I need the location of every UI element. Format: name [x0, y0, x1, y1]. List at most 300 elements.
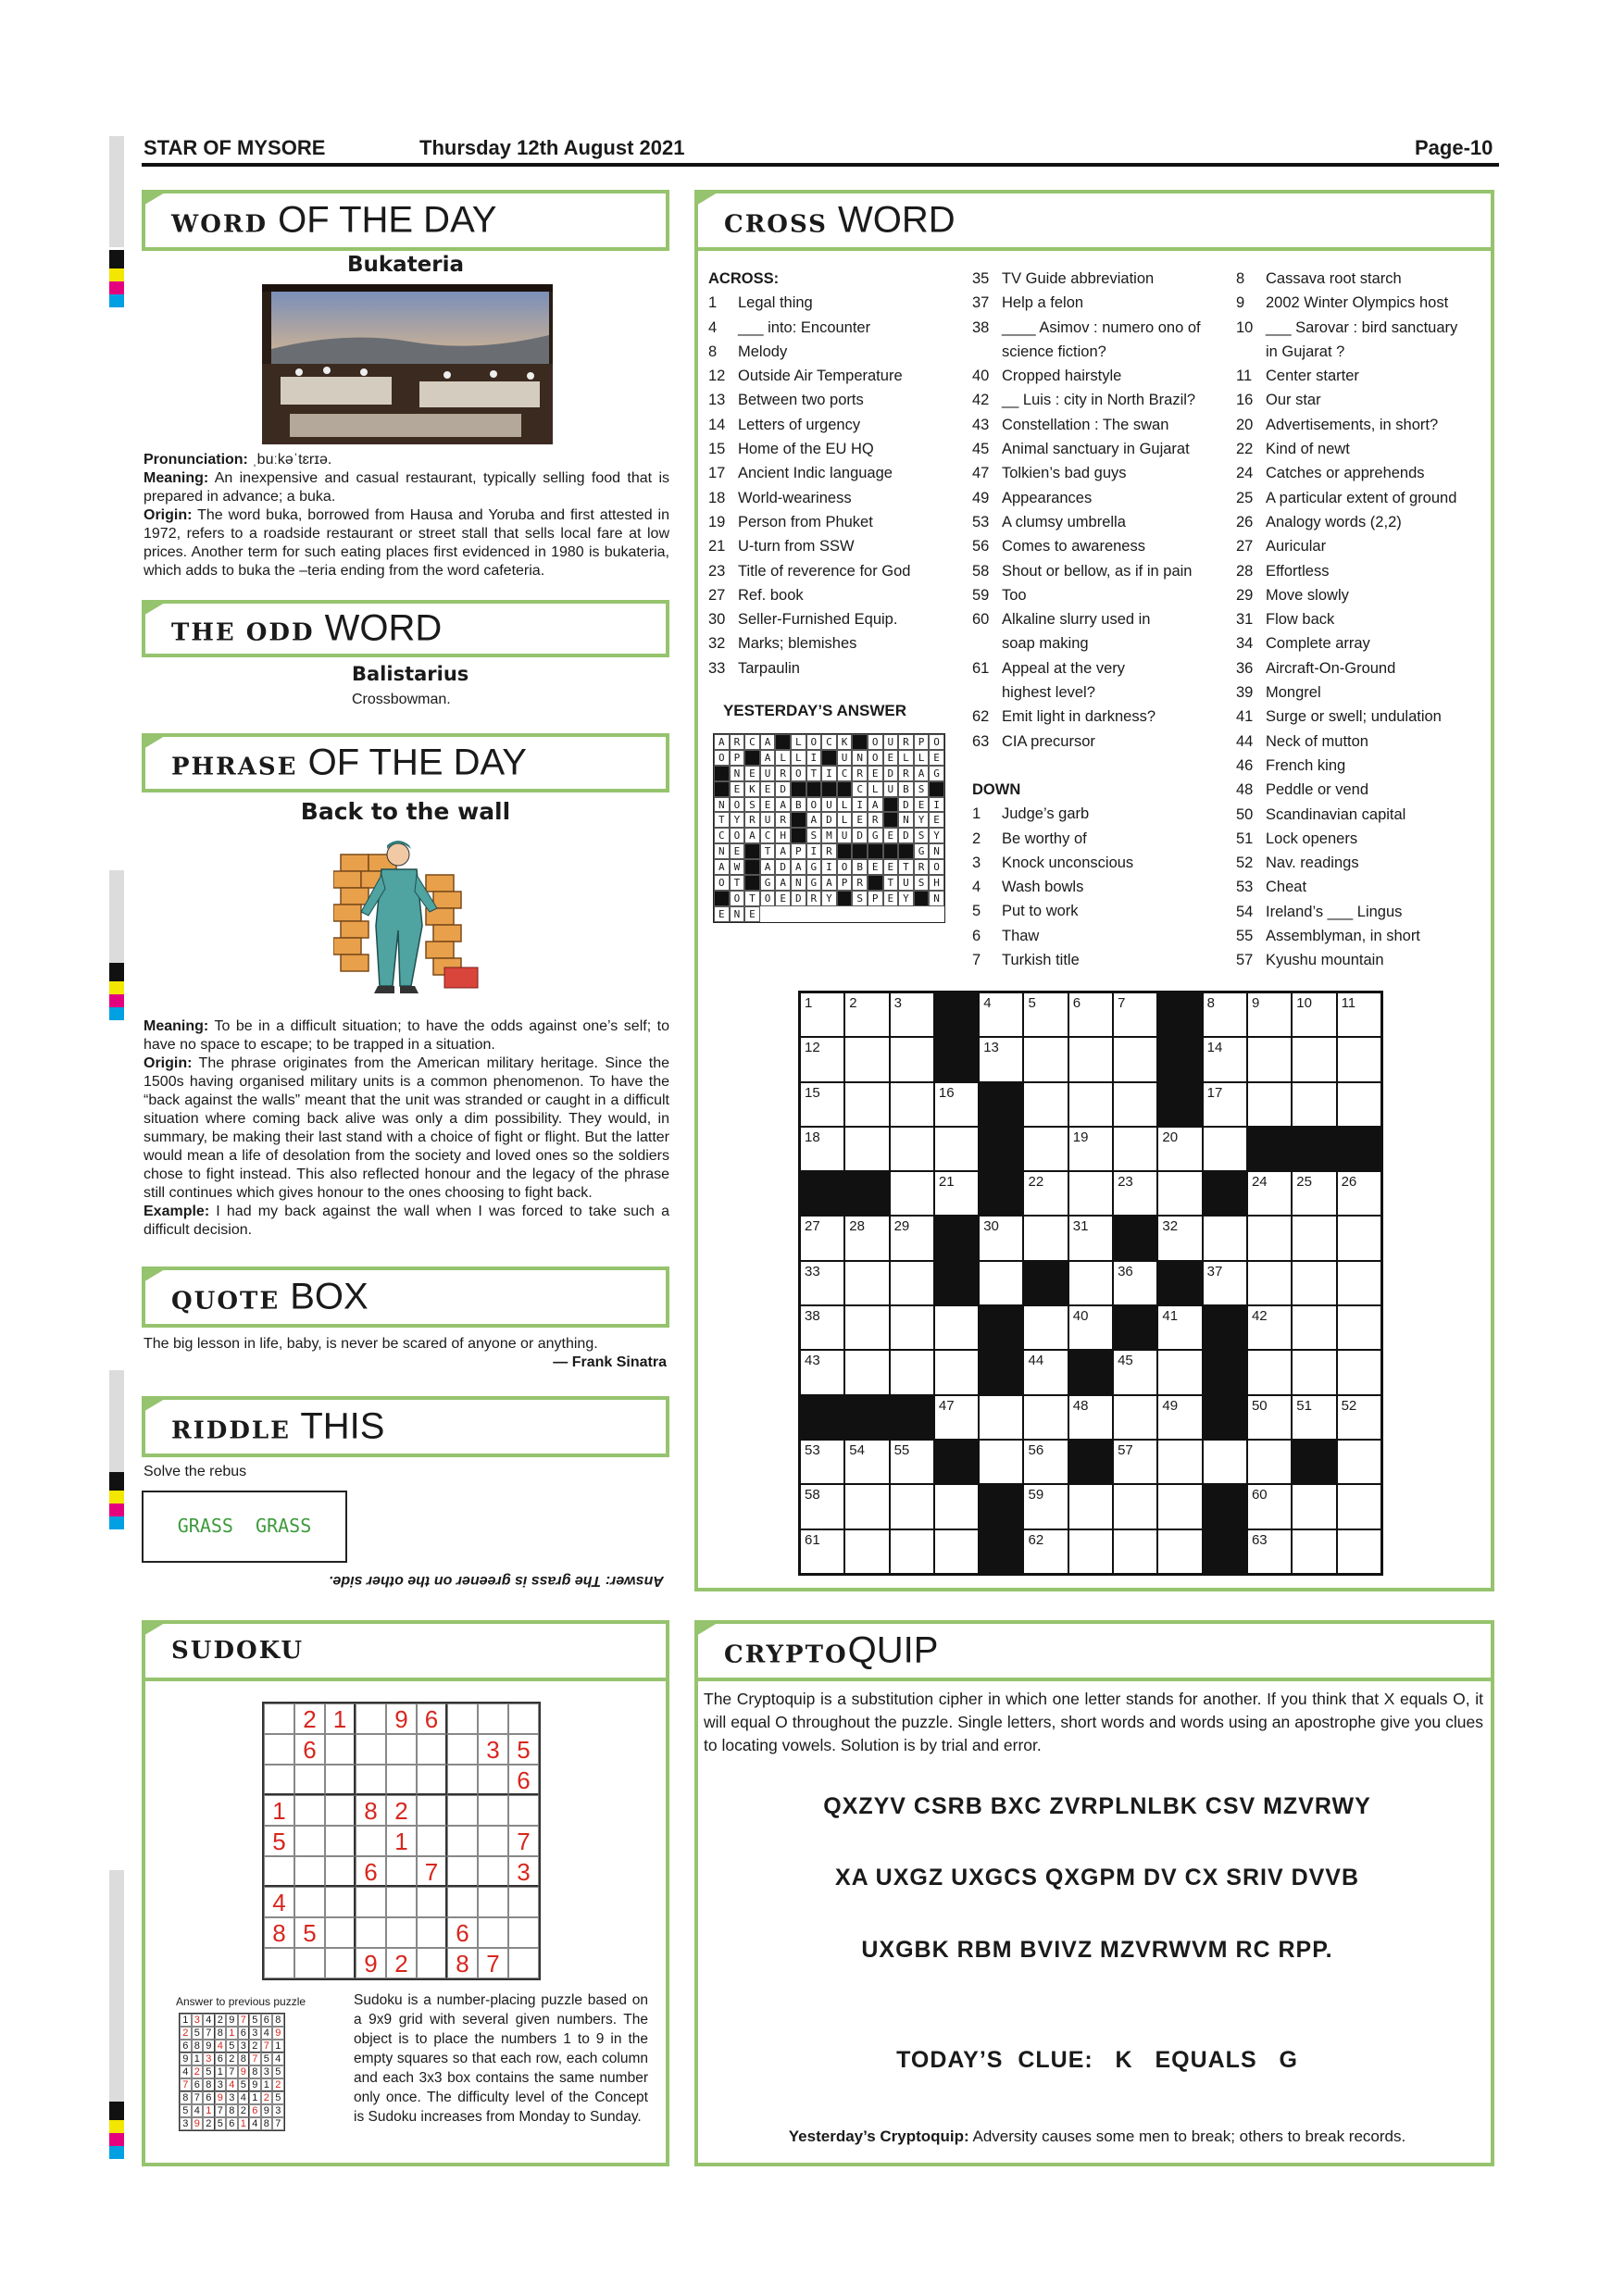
crossword-cell[interactable]: 17	[1203, 1082, 1247, 1127]
answer-cell: C	[821, 734, 837, 750]
answer-cell	[806, 781, 822, 797]
crossword-cell[interactable]: 51	[1292, 1395, 1336, 1440]
crossword-cell[interactable]	[979, 1261, 1023, 1305]
crossword-cell[interactable]	[844, 1082, 889, 1127]
crossword-cell	[979, 1305, 1023, 1350]
crossword-cell[interactable]	[1023, 1127, 1068, 1171]
sudoku-cell[interactable]	[356, 1765, 386, 1795]
answer-cell	[791, 828, 806, 843]
crossword-cell[interactable]	[979, 1395, 1023, 1440]
answer-cell: P	[791, 843, 806, 859]
crossword-cell[interactable]: 30	[979, 1216, 1023, 1260]
crossword-cell[interactable]: 54	[844, 1440, 889, 1484]
sudoku-cell[interactable]	[447, 1795, 478, 1826]
answer-cell: O	[730, 891, 745, 906]
crossword-cell[interactable]: 38	[800, 1305, 844, 1350]
crossword-cell[interactable]: 2	[844, 992, 889, 1037]
answer-cell: N	[714, 843, 730, 859]
crossword-cell[interactable]: 25	[1292, 1171, 1336, 1216]
crossword-cell[interactable]	[890, 1171, 934, 1216]
sudoku-cell[interactable]	[417, 1917, 447, 1948]
sudoku-cell[interactable]	[478, 1917, 508, 1948]
sudoku-cell: 9	[203, 2040, 215, 2053]
clue-number: 48	[1236, 781, 1254, 799]
clue	[1236, 730, 1491, 754]
sudoku-cell[interactable]	[478, 1856, 508, 1887]
sudoku-cell: 1	[180, 2014, 192, 2027]
sudoku-cell[interactable]	[417, 1948, 447, 1978]
crossword-cell[interactable]: 50	[1247, 1395, 1292, 1440]
clue	[972, 364, 1222, 388]
clue-text: Outside Air Temperature	[738, 368, 903, 385]
sudoku-cell: 8	[356, 1795, 386, 1826]
sudoku-cell[interactable]	[325, 1856, 356, 1887]
sudoku-cell[interactable]	[417, 1795, 447, 1826]
answer-cell: A	[760, 734, 776, 750]
crossword-cell[interactable]	[1247, 1440, 1292, 1484]
crossword-cell[interactable]: 37	[1203, 1261, 1247, 1305]
crossword-cell[interactable]: 42	[1247, 1305, 1292, 1350]
sudoku-cell: 6	[356, 1856, 386, 1887]
clues-column-1	[708, 267, 963, 723]
crossword-cell[interactable]: 33	[800, 1261, 844, 1305]
crossword-cell[interactable]: 10	[1292, 992, 1336, 1037]
crossword-cell[interactable]	[934, 1484, 979, 1529]
crossword-cell[interactable]: 11	[1337, 992, 1381, 1037]
sudoku-cell[interactable]	[447, 1887, 478, 1917]
rebus-text: GRASS GRASS	[177, 1515, 312, 1537]
clue-number: 27	[708, 586, 726, 604]
sudoku-cell[interactable]	[508, 1917, 539, 1948]
answer-cell: S	[806, 828, 822, 843]
clue	[1236, 583, 1491, 607]
sudoku-cell: 5	[215, 2117, 227, 2130]
answer-cell: C	[714, 828, 730, 843]
sudoku-cell[interactable]	[386, 1917, 417, 1948]
sudoku-cell[interactable]	[264, 1856, 294, 1887]
answer-cell	[883, 843, 899, 859]
answer-cell: B	[791, 797, 806, 813]
crossword-cell[interactable]	[1247, 1082, 1292, 1127]
crossword-cell[interactable]	[1292, 1037, 1336, 1081]
odd-word-meaning: Crossbowman.	[352, 692, 451, 707]
crossword-cell[interactable]: 36	[1113, 1261, 1157, 1305]
crossword-cell[interactable]: 55	[890, 1440, 934, 1484]
clue-number: 14	[708, 416, 726, 433]
crossword-cell[interactable]	[1247, 1350, 1292, 1394]
sudoku-cell[interactable]	[447, 1826, 478, 1856]
crossword-cell[interactable]: 57	[1113, 1440, 1157, 1484]
crossword-cell[interactable]	[1337, 1350, 1381, 1394]
clue	[972, 607, 1222, 631]
crossword-cell[interactable]	[1023, 1395, 1068, 1440]
crossword-cell[interactable]	[1157, 1350, 1202, 1394]
section-title: QUOTE BOX	[171, 1276, 369, 1317]
sudoku-cell: 1	[226, 2027, 238, 2040]
corner-marker	[142, 733, 169, 750]
crossword-cell[interactable]	[1247, 1216, 1292, 1260]
crossword-cell[interactable]: 4	[979, 992, 1023, 1037]
crossword-cell[interactable]	[1113, 1082, 1157, 1127]
crossword-cell[interactable]	[844, 1529, 889, 1574]
crossword-cell[interactable]	[1337, 1037, 1381, 1081]
crossword-cell[interactable]: 63	[1247, 1529, 1292, 1574]
crossword-cell[interactable]: 16	[934, 1082, 979, 1127]
crossword-cell[interactable]	[1292, 1216, 1336, 1260]
sudoku-cell[interactable]	[447, 1734, 478, 1765]
sudoku-cell: 3	[249, 2027, 261, 2040]
crossword-cell[interactable]	[890, 1305, 934, 1350]
answer-cell: D	[821, 812, 837, 828]
clue-number: 43	[972, 416, 990, 433]
crossword-cell	[1157, 992, 1202, 1037]
crossword-cell[interactable]	[1337, 1216, 1381, 1260]
crossword-cell[interactable]	[1113, 1127, 1157, 1171]
answer-cell: E	[868, 766, 883, 781]
crossword-cell[interactable]	[1113, 1484, 1157, 1529]
crossword-cell[interactable]: 31	[1068, 1216, 1113, 1260]
answer-cell: O	[837, 859, 853, 875]
sudoku-cell[interactable]	[508, 1948, 539, 1978]
riddle-prompt: Solve the rebus	[144, 1464, 247, 1479]
sudoku-cell: 8	[192, 2040, 204, 2053]
crossword-cell[interactable]: 3	[890, 992, 934, 1037]
crossword-cell[interactable]	[1292, 1261, 1336, 1305]
sudoku-cell[interactable]	[386, 1765, 417, 1795]
crossword-cell	[1203, 1395, 1247, 1440]
sudoku-cell[interactable]	[478, 1795, 508, 1826]
sudoku-cell: 5	[192, 2027, 204, 2040]
crossword-cell[interactable]	[1247, 1261, 1292, 1305]
crossword-cell[interactable]	[1113, 1395, 1157, 1440]
crossword-cell[interactable]	[979, 1440, 1023, 1484]
crossword-cell[interactable]	[1068, 1037, 1113, 1081]
crossword-cell[interactable]: 40	[1068, 1305, 1113, 1350]
crossword-cell[interactable]	[1203, 1440, 1247, 1484]
crossword-cell[interactable]: 27	[800, 1216, 844, 1260]
crossword-cell[interactable]: 15	[800, 1082, 844, 1127]
sudoku-cell[interactable]	[294, 1948, 325, 1978]
sudoku-cell[interactable]	[294, 1856, 325, 1887]
clue-number: 29	[1236, 586, 1254, 604]
crossword-cell[interactable]	[1157, 1440, 1202, 1484]
sudoku-cell[interactable]	[417, 1826, 447, 1856]
clue	[972, 267, 1222, 291]
crossword-cell[interactable]: 60	[1247, 1484, 1292, 1529]
crossword-cell[interactable]	[1023, 1305, 1068, 1350]
crossword-cell	[1203, 1484, 1247, 1529]
crossword-cell[interactable]	[1157, 1484, 1202, 1529]
crossword-cell[interactable]	[890, 1127, 934, 1171]
sudoku-cell[interactable]	[264, 1765, 294, 1795]
sudoku-cell[interactable]	[325, 1795, 356, 1826]
crossword-cell[interactable]: 20	[1157, 1127, 1202, 1171]
crossword-cell[interactable]	[934, 1350, 979, 1394]
clue-number: 3	[972, 854, 981, 871]
sudoku-cell: 2	[386, 1948, 417, 1978]
crossword-cell	[979, 1082, 1023, 1127]
answer-cell: G	[760, 875, 776, 891]
color-mark	[109, 294, 124, 307]
clue-text: Appeal at the very	[1002, 659, 1125, 677]
sudoku-cell[interactable]	[325, 1765, 356, 1795]
crossword-cell	[1247, 1127, 1292, 1171]
crossword-cell[interactable]: 58	[800, 1484, 844, 1529]
sudoku-cell[interactable]	[386, 1856, 417, 1887]
paper-name: STAR OF MYSORE	[144, 136, 326, 159]
crossword-cell[interactable]	[1113, 1529, 1157, 1574]
crossword-cell[interactable]: 5	[1023, 992, 1068, 1037]
riddle-header	[142, 1396, 669, 1457]
sudoku-cell[interactable]	[478, 1703, 508, 1734]
sudoku-cell: 1	[238, 2117, 250, 2130]
crossword-cell[interactable]	[844, 1261, 889, 1305]
sudoku-cell[interactable]	[508, 1703, 539, 1734]
sudoku-cell[interactable]	[264, 1703, 294, 1734]
answer-cell: L	[837, 812, 853, 828]
clue-number: 11	[1236, 368, 1253, 385]
answer-cell: L	[775, 750, 791, 766]
clue-text: Flow back	[1266, 611, 1335, 629]
crossword-cell[interactable]: 8	[1203, 992, 1247, 1037]
crossword-cell[interactable]	[1337, 1261, 1381, 1305]
clue-number: 25	[1236, 489, 1254, 506]
clue-text: Our star	[1266, 392, 1321, 409]
sudoku-cell[interactable]	[417, 1765, 447, 1795]
crossword-cell[interactable]	[1023, 1037, 1068, 1081]
crossword-cell[interactable]: 32	[1157, 1216, 1202, 1260]
sudoku-cell[interactable]	[294, 1887, 325, 1917]
crossword-cell[interactable]	[1068, 1484, 1113, 1529]
sudoku-cell[interactable]	[356, 1917, 386, 1948]
answer-cell	[821, 781, 837, 797]
sudoku-cell[interactable]	[294, 1826, 325, 1856]
crossword-cell	[844, 1171, 889, 1216]
crossword-cell[interactable]	[1337, 1305, 1381, 1350]
sudoku-cell[interactable]	[478, 1887, 508, 1917]
sudoku-cell: 3	[203, 2053, 215, 2065]
sudoku-cell[interactable]	[508, 1795, 539, 1826]
crossword-cell	[1068, 1350, 1113, 1394]
answer-cell: T	[714, 812, 730, 828]
word-of-day-text: Pronunciation: ˌbuːkəˈtɛrɪə. Meaning: An inexpensive and casual restaurant, typically selling food that is prepared in advance; a buka. Origin: The word buka, borrowed from Hausa and Yoruba and first attested in 1972, refers to a roadside restaurant or street stall that sells local fare at low prices. Another term for such eating places first evidenced in 1980 is bukateria, which adds to buka the –teria ending from the word cafeteria.	[144, 452, 670, 579]
sudoku-cell[interactable]	[417, 1887, 447, 1917]
crossword-cell[interactable]: 61	[800, 1529, 844, 1574]
clue	[708, 291, 963, 315]
crossword-cell[interactable]	[1157, 1171, 1202, 1216]
clue-text: in Gujarat ?	[1266, 343, 1345, 360]
sudoku-cell[interactable]	[356, 1887, 386, 1917]
crossword-cell[interactable]: 56	[1023, 1440, 1068, 1484]
color-mark	[109, 1516, 124, 1529]
sudoku-cell[interactable]	[356, 1734, 386, 1765]
answer-cell: O	[730, 797, 745, 813]
sudoku-cell: 9	[356, 1948, 386, 1978]
crossword-cell[interactable]	[1337, 1082, 1381, 1127]
sudoku-cell[interactable]	[447, 1856, 478, 1887]
color-mark	[109, 1491, 124, 1504]
crossword-cell	[979, 1171, 1023, 1216]
answer-cell: O	[868, 734, 883, 750]
crossword-cell[interactable]: 45	[1113, 1350, 1157, 1394]
crossword-cell[interactable]: 29	[890, 1216, 934, 1260]
crossword-cell[interactable]	[890, 1037, 934, 1081]
sudoku-cell[interactable]	[386, 1887, 417, 1917]
crossword-cell[interactable]: 13	[979, 1037, 1023, 1081]
sudoku-cell: 9	[226, 2014, 238, 2027]
crossword-cell[interactable]	[890, 1261, 934, 1305]
crossword-cell[interactable]	[1292, 1484, 1336, 1529]
crossword-cell	[1337, 1127, 1381, 1171]
answer-cell: R	[806, 891, 822, 906]
crossword-cell[interactable]	[1068, 1171, 1113, 1216]
clue-number: 56	[972, 538, 990, 555]
sudoku-cell[interactable]	[294, 1765, 325, 1795]
crossword-cell[interactable]: 41	[1157, 1305, 1202, 1350]
crossword-cell[interactable]	[934, 1529, 979, 1574]
answer-cell: U	[837, 750, 853, 766]
sudoku-cell[interactable]	[447, 1703, 478, 1734]
crossword-cell[interactable]	[890, 1484, 934, 1529]
sudoku-cell[interactable]	[417, 1734, 447, 1765]
clue-number: 15	[708, 441, 726, 458]
crossword-cell[interactable]	[1337, 1440, 1381, 1484]
crossword-cell[interactable]	[1068, 1082, 1113, 1127]
answer-cell: D	[775, 781, 791, 797]
crossword-cell[interactable]	[890, 1082, 934, 1127]
crossword-cell[interactable]	[844, 1350, 889, 1394]
crossword-cell[interactable]	[1023, 1082, 1068, 1127]
sudoku-cell[interactable]	[325, 1826, 356, 1856]
phrase-body: Meaning: To be in a difficult situation; to have the odds against one’s self; to have no space to escape; to be trapped in a situation. Origin: The phrase originates from the American military heritage. Since the 1500s having organised military units is a common phenomenon. To have the “back against the walls” meant that the unit was stranded or caught in a difficult situation where coming back alive was only a dim possibility. They would, in summary, be making their last stand with a choice of fight or flight. But the latter would mean a life of desolation from the society and loved ones so the soldiers chose to fight instead. This also reflected honour and the legacy of the phrase still continues which gives honour to the ones choosing to fight back. Example: I had my back against the wall when I was forced to take such a difficult decision.	[144, 1018, 670, 1238]
crossword-cell[interactable]: 43	[800, 1350, 844, 1394]
sudoku-cell[interactable]	[508, 1887, 539, 1917]
sudoku-cell[interactable]	[325, 1734, 356, 1765]
clue	[708, 364, 963, 388]
odd-word: Balistarius	[352, 663, 469, 685]
crossword-cell[interactable]: 53	[800, 1440, 844, 1484]
clue-number	[1236, 340, 1266, 364]
crossword-cell[interactable]: 52	[1337, 1395, 1381, 1440]
clue-number: 31	[1236, 611, 1254, 629]
crossword-cell[interactable]: 14	[1203, 1037, 1247, 1081]
answer-cell: N	[852, 750, 868, 766]
answer-cell: N	[730, 906, 745, 922]
crossword-cell[interactable]: 24	[1247, 1171, 1292, 1216]
crossword-cell[interactable]	[844, 1127, 889, 1171]
crossword-cell[interactable]: 12	[800, 1037, 844, 1081]
crossword-cell[interactable]	[844, 1037, 889, 1081]
crossword-cell[interactable]: 26	[1337, 1171, 1381, 1216]
answer-cell: N	[791, 875, 806, 891]
sudoku-cell[interactable]	[264, 1948, 294, 1978]
crossword-cell[interactable]: 59	[1023, 1484, 1068, 1529]
clue-text: Ireland’s ___ Lingus	[1266, 903, 1403, 920]
crossword-cell[interactable]: 1	[800, 992, 844, 1037]
crossword-cell[interactable]	[934, 1305, 979, 1350]
color-mark	[109, 1007, 124, 1020]
crossword-cell[interactable]: 22	[1023, 1171, 1068, 1216]
crossword-cell[interactable]: 44	[1023, 1350, 1068, 1394]
crossword-cell[interactable]	[844, 1484, 889, 1529]
sudoku-cell[interactable]	[356, 1703, 386, 1734]
crossword-cell[interactable]	[844, 1305, 889, 1350]
crossword-cell[interactable]: 47	[934, 1395, 979, 1440]
crossword-cell[interactable]: 28	[844, 1216, 889, 1260]
crossword-cell[interactable]	[1247, 1037, 1292, 1081]
crossword-cell[interactable]	[934, 1127, 979, 1171]
crossword-cell[interactable]	[890, 1350, 934, 1394]
crossword-cell[interactable]	[1337, 1484, 1381, 1529]
crossword-cell[interactable]	[1023, 1216, 1068, 1260]
crossword-cell[interactable]: 18	[800, 1127, 844, 1171]
clue-number: 28	[1236, 562, 1254, 580]
sudoku-cell[interactable]	[325, 1917, 356, 1948]
answer-cell: Y	[929, 828, 944, 843]
crossword-cell[interactable]	[1203, 1216, 1247, 1260]
sudoku-cell[interactable]	[386, 1734, 417, 1765]
crossword-cell[interactable]	[1113, 1037, 1157, 1081]
clue	[1236, 924, 1491, 948]
crossword-cell[interactable]	[1068, 1529, 1113, 1574]
sudoku-cell[interactable]	[325, 1948, 356, 1978]
sudoku-cell[interactable]	[478, 1765, 508, 1795]
clue-text: Seller-Furnished Equip.	[738, 611, 898, 629]
sudoku-cell: 2	[294, 1703, 325, 1734]
yesterday-answer-grid	[713, 733, 945, 923]
sudoku-cell: 1	[264, 1795, 294, 1826]
sudoku-cell: 8	[203, 2078, 215, 2091]
clue	[708, 340, 963, 364]
sudoku-cell[interactable]	[294, 1795, 325, 1826]
crossword-cell[interactable]	[890, 1529, 934, 1574]
sudoku-cell[interactable]	[264, 1734, 294, 1765]
crossword-cell[interactable]: 48	[1068, 1395, 1113, 1440]
crossword-cell	[844, 1395, 889, 1440]
crossword-cell[interactable]: 7	[1113, 992, 1157, 1037]
answer-cell: I	[821, 859, 837, 875]
crossword-cell[interactable]: 21	[934, 1171, 979, 1216]
sudoku-cell: 5	[249, 2014, 261, 2027]
crossword-cell[interactable]: 6	[1068, 992, 1113, 1037]
crossword-cell[interactable]	[1337, 1529, 1381, 1574]
sudoku-cell[interactable]	[356, 1826, 386, 1856]
clue	[1236, 607, 1491, 631]
sudoku-cell[interactable]	[447, 1765, 478, 1795]
crossword-cell[interactable]: 19	[1068, 1127, 1113, 1171]
crossword-cell[interactable]	[1292, 1350, 1336, 1394]
sudoku-cell[interactable]	[478, 1826, 508, 1856]
crossword-cell[interactable]	[1292, 1082, 1336, 1127]
crossword-cell[interactable]	[1292, 1529, 1336, 1574]
clue-text: Knock unconscious	[1002, 854, 1134, 871]
crossword-cell[interactable]	[1203, 1127, 1247, 1171]
crossword-cell[interactable]	[1292, 1305, 1336, 1350]
crossword-cell[interactable]: 9	[1247, 992, 1292, 1037]
clue-text: Be worthy of	[1002, 830, 1087, 847]
color-mark	[109, 2146, 124, 2159]
crossword-cell	[1157, 1261, 1202, 1305]
sudoku-cell[interactable]	[325, 1887, 356, 1917]
clue	[1236, 680, 1491, 705]
crossword-cell[interactable]	[1068, 1261, 1113, 1305]
answer-cell	[837, 891, 853, 906]
crossword-cell[interactable]: 49	[1157, 1395, 1202, 1440]
crossword-cell[interactable]: 23	[1113, 1171, 1157, 1216]
answer-cell: I	[806, 843, 822, 859]
crossword-cell[interactable]	[1157, 1529, 1202, 1574]
crossword-cell[interactable]: 62	[1023, 1529, 1068, 1574]
